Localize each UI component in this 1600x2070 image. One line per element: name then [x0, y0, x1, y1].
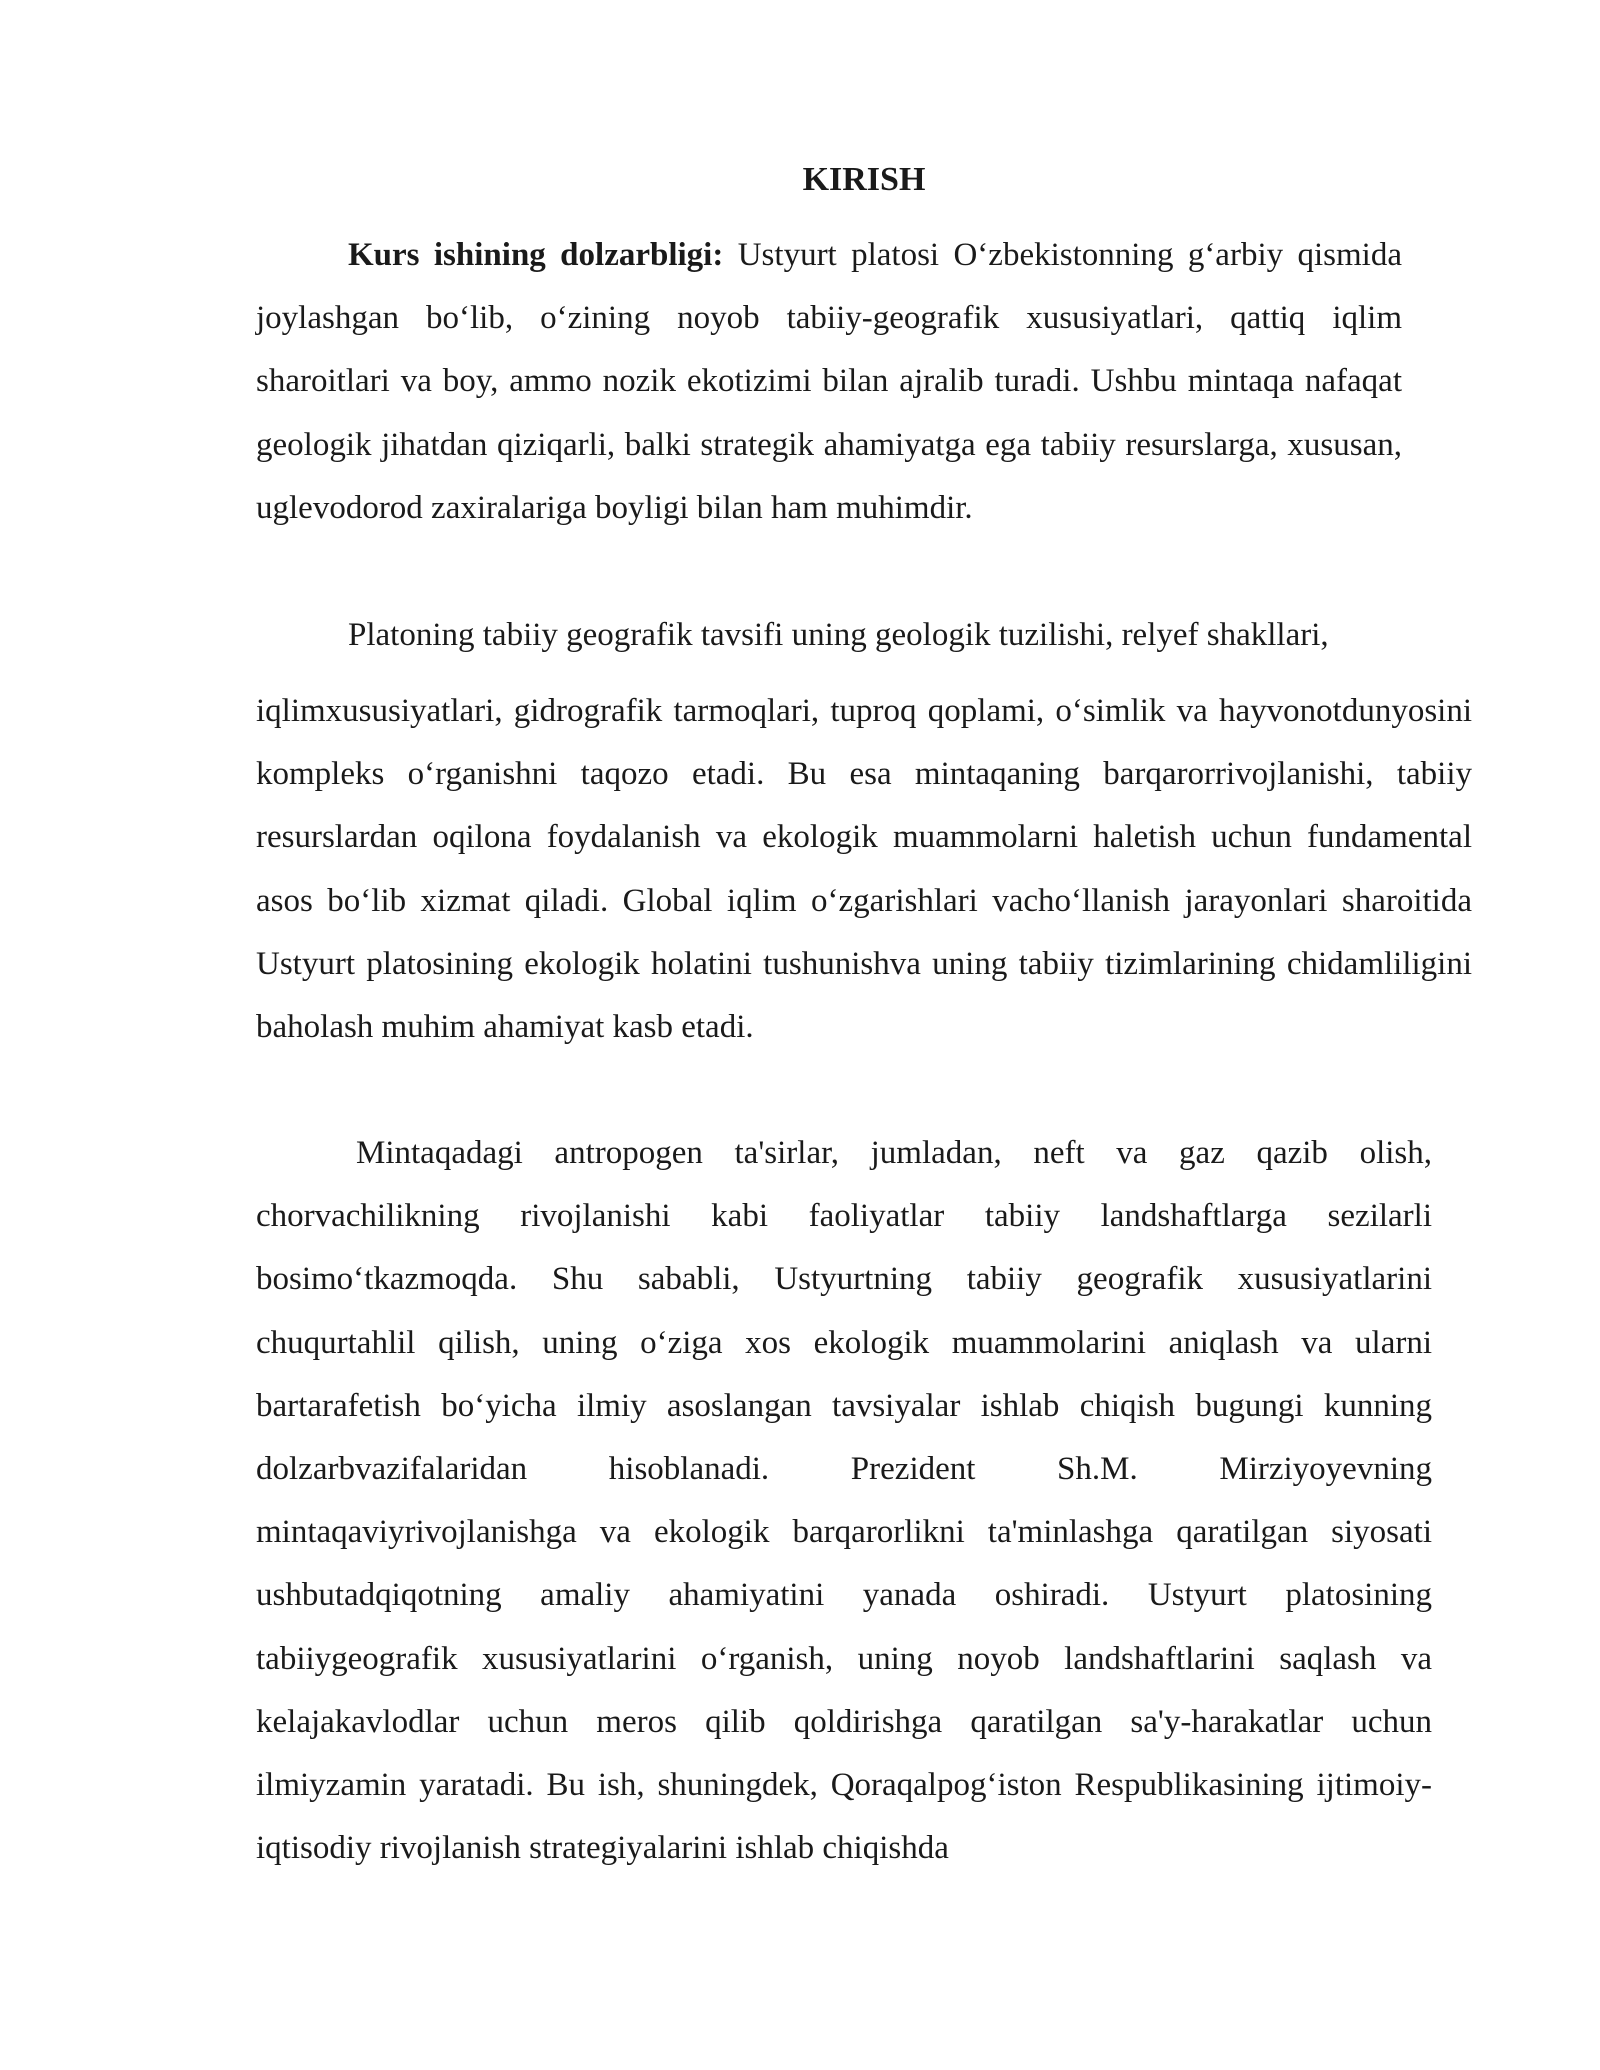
page-title: KIRISH: [802, 161, 926, 198]
paragraph-text: Ustyurt platosi O‘zbekistonning g‘arbiy qismida joylashgan bo‘lib, o‘zining noyob tabiiy-geografik xususiyatlari, qattiq iqlim sharoitlari va boy, ammo nozik ekotizimi bilan ajralib turadi. Ushbu mintaqa nafaqat geologik jihatdan qiziqarli, balki strategik ahamiyatga ega tabiiy resurslarga, xususan, uglevodorod zaxiralariga boyligi bilan ham muhimdir.: [256, 237, 1402, 526]
paragraph-description: iqlimxususiyatlari, gidrografik tarmoqlari, tuproq qoplami, o‘simlik va hayvonotdunyosini kompleks o‘rganishni taqozo etadi. Bu esa mintaqaning barqarorrivojlanishi, tabiiy resurslardan oqilona foydalanish va ekologik muammolarni haletish uchun fundamental asos bo‘lib xizmat qiladi. Global iqlim o‘zgarishlari vacho‘llanish jarayonlari sharoitida Ustyurt platosining ekologik holatini tushunishva uning tabiiy tizimlarining chidamliligini baholash muhim ahamiyat kasb etadi.: [256, 693, 1472, 1046]
paragraph-description-first-line: Platoning tabiiy geografik tavsifi uning geologik tuzilishi, relyef shakllari,: [348, 617, 1329, 653]
paragraph-relevance: [256, 224, 1402, 540]
paragraph-lead: Kurs ishining dolzarbligi:: [348, 237, 724, 273]
paragraph-anthropogenic: Mintaqadagi antropogen ta'sirlar, jumladan, neft va gaz qazib olish, chorvachilikning rivojlanishi kabi faoliyatlar tabiiy landshaftlarga sezilarli bosimo‘tkazmoqda. Shu sababli, Ustyurtning tabiiy geografik xususiyatlarini chuqurtahlil qilish, uning o‘ziga xos ekologik muammolarini aniqlash va ularni bartarafetish bo‘yicha ilmiy asoslangan tavsiyalar ishlab chiqish bugungi kunning dolzarbvazifalaridan hisoblanadi. Prezident Sh.M. Mirziyoyevning mintaqaviyrivojlanishga va ekologik barqarorlikni ta'minlashga qaratilgan siyosati ushbutadqiqotning amaliy ahamiyatini yanada oshiradi. Ustyurt platosining tabiiygeografik xususiyatlarini o‘rganish, uning noyob landshaftlarini saqlash va kelajakavlodlar uchun meros qilib qoldirishga qaratilgan sa'y-harakatlar uchun ilmiyzamin yaratadi. Bu ish, shuningdek, Qoraqalpog‘iston Respublikasining ijtimoiy-iqtisodiy rivojlanish strategiyalarini ishlab chiqishda: [256, 1135, 1432, 1867]
